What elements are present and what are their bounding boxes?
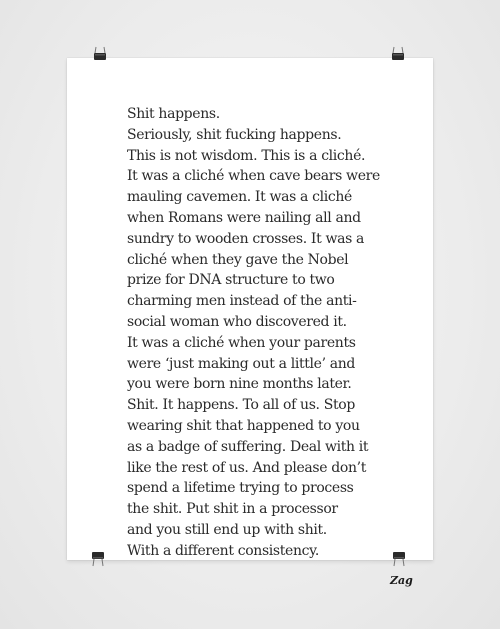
poster-line: It was a cliché when cave bears were: [127, 168, 380, 185]
poster-line: charming men instead of the anti-: [127, 293, 357, 310]
poster-line: you were born nine months later.: [127, 376, 352, 393]
binder-clip-icon: [391, 46, 405, 64]
poster-line: the shit. Put shit in a processor: [127, 501, 338, 518]
poster-line: mauling cavemen. It was a cliché: [127, 189, 352, 206]
poster-line: when Romans were nailing all and: [127, 209, 361, 226]
poster-line: and you still end up with shit.: [127, 521, 327, 538]
signature: Zag: [390, 574, 413, 587]
poster-line: spend a lifetime trying to process: [127, 480, 354, 497]
poster-line: Seriously, shit fucking happens.: [127, 126, 342, 143]
binder-clip-icon: [93, 46, 107, 64]
poster-line: prize for DNA structure to two: [127, 272, 335, 289]
poster-line: social woman who discovered it.: [127, 313, 347, 330]
poster-line: Shit happens.: [127, 106, 220, 122]
poster: [67, 58, 433, 560]
binder-clip-icon: [91, 549, 105, 567]
poster-line: This is not wisdom. This is a cliché.: [127, 147, 366, 164]
poster-line: cliché when they gave the Nobel: [127, 251, 349, 268]
poster-line: Shit. It happens. To all of us. Stop: [127, 397, 355, 414]
poster-text: [127, 104, 427, 562]
poster-line: With a different consistency.: [127, 542, 319, 559]
poster-line: It was a cliché when your parents: [127, 334, 356, 351]
binder-clip-icon: [392, 549, 406, 567]
poster-line: sundry to wooden crosses. It was a: [127, 230, 365, 247]
poster-line: like the rest of us. And please don’t: [127, 459, 367, 476]
poster-line: as a badge of suffering. Deal with it: [127, 438, 369, 455]
poster-line: wearing shit that happened to you: [127, 417, 360, 434]
poster-line: were ‘just making out a little’ and: [127, 355, 356, 372]
